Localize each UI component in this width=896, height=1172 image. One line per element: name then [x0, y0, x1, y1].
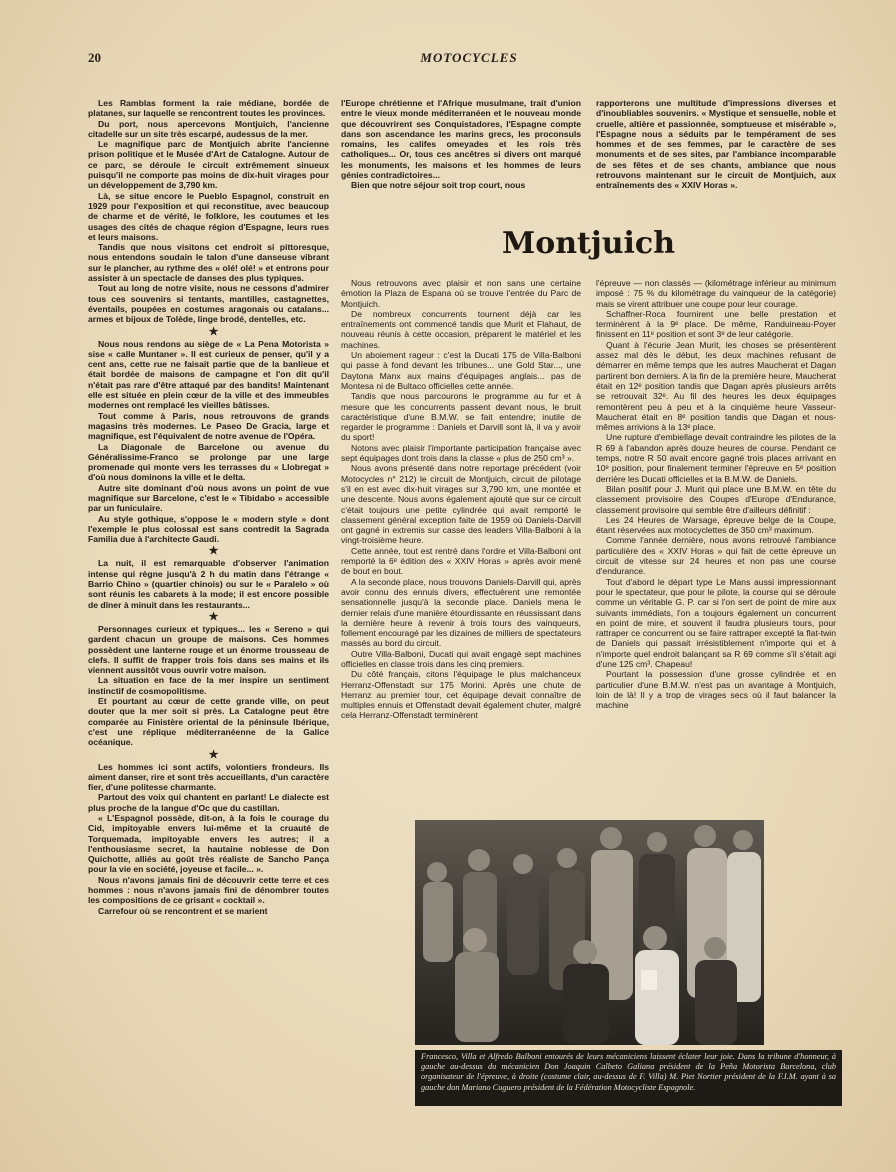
paragraph: Tandis que nous visitons cet endroit si pittoresque, nous entendons soudain le talon d'une danseuse vibrant sur le plancher, au rythme des « olé! olé! » et entrons pour assister à un spectacle de danses des plus typiques.	[88, 242, 329, 284]
paragraph: Schaffner-Roca fournirent une belle prestation et terminèrent à la 9ᵉ place. De même, Randuineau-Poyer finissent en 11ᵉ position et sont 3ᵉ de leur catégorie.	[596, 308, 836, 340]
paragraph: Autre site dominant d'où nous avons un point de vue magnifique sur Barcelone, c'est le « Tibidabo » accessible par un funiculaire.	[88, 482, 329, 514]
paragraph: Un aboiement rageur : c'est la Ducati 175 de Villa-Balboni qui passe à fond devant les tribunes... une Gold Star..., une Daytona Manx aux mains d'équipages anglais... pas de Montesa ni de Bultaco officielles cette année.	[341, 350, 581, 391]
section-star-separator: ★	[208, 545, 219, 558]
photo-caption: Francesco, Villa et Alfredo Balboni entourés de leurs mécaniciens laissent éclater leur joie. Dans la tribune d'honneur, à gauche au-dessus du mécanicien Don Joaquin Calbeto Galiana président de la Peña Motorista Barcelona, club organisateur de l'épreuve, à droite (costume clair, au-dessus de F. Villa) M. Piet Nortier président de la F.I.M. ayant à sa gauche don Mariano Cuguero président de la Fédération Motocycliste Espagnole.	[415, 1050, 842, 1106]
paragraph: Une rupture d'embiellage devait contraindre les pilotes de la R 69 à l'abandon après douze heures de course. Pendant ce temps, notre R 50 avait encore gagné trois places arrivant en 10ᵉ position, pour finalement terminer l'épreuve en 5ᵉ position derrière les Ducati officielles et la B.M.W. de Daniels.	[596, 432, 836, 484]
paragraph: Tout comme à Paris, nous retrouvons de grands magasins très modernes. Le Paseo De Gracia, large et magnifique, est l'équivalent de notre avenue de l'Opéra.	[88, 410, 329, 442]
section-star-separator: ★	[208, 325, 219, 338]
paragraph: Nous n'avons jamais fini de découvrir cette terre et ces hommes : nous n'avons jamais fini de dénombrer toutes les compositions de ce grisant « cocktail ».	[88, 874, 329, 906]
paragraph: La nuit, il est remarquable d'observer l'animation intense qui règne jusqu'à 2 h du matin dans l'étrange « Barrio Chino » (quartier chinois) ou sur le « Paralelo » où sont réunis les cabarets à la mode; il est encore possible de dîner à minuit dans les restaurants...	[88, 558, 329, 610]
column-2	[341, 278, 581, 810]
paragraph: Nous avons présenté dans notre reportage précédent (voir Motocycles n° 212) le circuit de Montjuich, circuit de pilotage s'il en est avec dix-huit virages sur 3,790 km, une montée et une descente. Nous avons également ajouté que sur ce circuit c'était toujours une petite cylindrée qui avait remporté le classement général exception faite de 1959 où Daniels-Darvill ont gagné in extremis sur casse des leaders Villa-Balboni à la vingt-troisième heure.	[341, 463, 581, 546]
section-star-separator: ★	[208, 610, 219, 623]
column-3-intro	[596, 98, 836, 208]
paragraph: Comme l'année dernière, nous avons retrouvé l'ambiance particulière des « XXIV Horas » qui fait de cette épreuve un circuit de vitesse sur 24 heures et non pas une course d'endurance.	[596, 535, 836, 577]
paragraph: La situation en face de la mer inspire un sentiment instinctif de cosmopolitisme.	[88, 675, 329, 696]
paragraph: Outre Villa-Balboni, Ducati qui avait engagé sept machines officielles en classe trois dans les cinq premiers.	[341, 648, 581, 669]
paragraph: Là, se situe encore le Pueblo Espagnol, construit en 1929 pour l'exposition et qui reconstitue, avec beaucoup de charme et de vérité, le folklore, les coutumes et les usages des cités de chaque région d'Espagne, leurs rues et leurs maisons.	[88, 190, 329, 242]
column-1	[88, 98, 329, 1073]
paragraph: l'Europe chrétienne et l'Afrique musulmane, trait d'union entre le vieux monde méditerranéen et le nouveau monde que découvrirent ses Conquistadores, l'Espagne compte dans son ascendance les marins grecs, les proconsuls romains, les califes omeyades et les rois très catholiques... Or, tous ces ancêtres si divers ont marqué les monuments, les maisons et les hommes de leurs génies contradictoires...	[341, 98, 581, 181]
section-star-separator: ★	[208, 748, 219, 761]
paragraph: La Diagonale de Barcelone ou avenue du Généralissime-Franco se prolonge par une large promenade qui monte vers les terrasses du « Llobregat » d'où nous dominons la ville et le delta.	[88, 441, 329, 483]
page-header	[88, 50, 850, 70]
magazine-title: MOTOCYCLES	[420, 50, 518, 65]
paragraph: Le magnifique parc de Montjuich abrite l'ancienne prison politique et le Musée d'Art de Catalogne. Autour de ce parc, se déroule le circuit extrêmement sinueux puisqu'il ne comporte pas moins de dix-huit virages pour un développement de 3,790 km.	[88, 139, 329, 191]
team-photo	[415, 820, 764, 1045]
column-2-intro	[341, 98, 581, 208]
team-photo-illustration	[415, 820, 764, 1045]
paragraph: Les 24 Heures de Warsage, épreuve belge de la Coupe, étant réservées aux motocyclettes de 350 cm³ maximum.	[596, 514, 836, 536]
paragraph: rapporterons une multitude d'impressions diverses et d'inoubliables souvenirs. « Mystique et sensuelle, noble et cruelle, altière et passionnée, somptueuse et misérable », l'Espagne nous a séduits par le tempérament de ses hommes et de ses femmes, par le caractère de ses monuments et de ses sites, par l'ambiance incomparable de ses fêtes et de ses chants, ambiance que nous retrouvons maintenant sur le circuit de Montjuich, aux entraînements des « XXIV Horas ».	[596, 98, 836, 191]
article-headline: Montjuich	[501, 226, 676, 261]
paragraph: Cette année, tout est rentré dans l'ordre et Villa-Balboni ont remporté la 6ᵉ édition des « XXIV Horas » après avoir mené de bout en bout.	[341, 545, 581, 577]
paragraph: Du port, nous apercevons Montjuich, l'ancienne citadelle sur un site très escarpé, audessus de la mer.	[88, 118, 329, 139]
paragraph: Quant à l'écurie Jean Murit, les choses se présentèrent assez mal dès le début, les deux machines refusant de démarrer en même temps que les autres Maucherat et Dagan partirent bon derniers. A la fin de la première heure, Maucherat était en 12ᵉ position tandis que Dagan après plusieurs arrêts se retrouvait 32ᵉ. Au fil des heures les deux équipages remontèrent peu à peu et à la cinquième heure Vasseur-Maucherat était en 8ᵉ position tandis que Dagan et nous-mêmes arrivions à la 13ᵉ place.	[596, 339, 836, 433]
page-number: 20	[88, 50, 101, 65]
paragraph: Nous retrouvons avec plaisir et non sans une certaine émotion la Plaza de Espana où se trouve l'entrée du Parc de Montjuich.	[341, 278, 581, 309]
paragraph: Du côté français, citons l'équipage le plus malchanceux Herranz-Offenstadt sur 175 Morini. Après une chute de Herranz au premier tour, cet équipage devait connaître de multiples ennuis et Offenstadt devait également chuter, malgré cela Herranz-Offenstadt terminèrent	[341, 669, 581, 721]
paragraph: Pourtant la possession d'une grosse cylindrée et en particulier d'une B.M.W. n'est pas un avantage à Montjuich, loin de là! Il y a trop de virages secs où il faut balancer la machine	[596, 669, 836, 711]
paragraph: Partout des voix qui chantent en parlant! Le dialecte est plus proche de la langue d'Oc que du castillan.	[88, 792, 329, 813]
paragraph: Bilan positif pour J. Murit qui place une B.M.W. en tête du classement provisoire des Coupes d'Europe d'Endurance, classement provisoire qui semble être d'ailleurs définitif :	[596, 483, 836, 515]
paragraph: Tandis que nous parcourons le programme au fur et à mesure que les concurrents passent devant nous, le bruit caractéristique d'une B.M.W. se fait entendre; inutile de regarder le programme : Daniels et Darvill sont là, il va y avoir du sport!	[341, 391, 581, 443]
paragraph: De nombreux concurrents tournent déjà car les entraînements ont commencé tandis que Murit et Flahaut, de nouveau réunis à cette occasion, préparent le matériel et les machines.	[341, 308, 581, 350]
paragraph: Les hommes ici sont actifs, volontiers frondeurs. Ils aiment danser, rire et sont très accueillants, d'un caractère fier, d'une politesse charmante.	[88, 761, 329, 793]
paragraph: Et pourtant au cœur de cette grande ville, on peut douter que la mer soit si près. La Catalogne peut être comparée au Finistère oriental de la péninsule Ibérique, c'est une réplique méditerranéenne de la Galice océanique.	[88, 696, 329, 748]
paragraph: l'épreuve — non classés — (kilométrage inférieur au minimum imposé : 75 % du kilométrage du vainqueur de la catégorie) mais se virent attribuer une coupe pour leur courage.	[596, 278, 836, 309]
paragraph: « L'Espagnol possède, dit-on, à la fois le courage du Cid, impitoyable envers lui-même et la cruauté de Torquemada, impitoyable envers les autres; il a l'enthousiasme secret, la hautaine noblesse de Don Quichotte, alliés au goût très réaliste de Sancho Pança pour la vie en société, joyeuse et facile... ».	[88, 813, 329, 875]
column-3	[596, 278, 836, 810]
paragraph: Personnages curieux et typiques... les « Sereno » qui gardent chacun un groupe de maisons. Ces hommes possèdent une lanterne rouge et un énorme trousseau de clefs. Il suffit de frapper trois fois dans ses mains et ils viennent aussitôt vous ouvrir votre maison.	[88, 623, 329, 676]
paragraph: Au style gothique, s'oppose le « modern style » dont l'exemple le plus colossal est sans contredit la Sagrada Familia due à l'architecte Gaudi.	[88, 513, 329, 545]
paragraph: Carrefour où se rencontrent et se marient	[98, 905, 268, 916]
paragraph: Notons avec plaisir l'importante participation française avec sept équipages dont trois dans la classe « plus de 250 cm³ ».	[341, 442, 581, 464]
paragraph: Les Ramblas forment la raie médiane, bordée de platanes, sur laquelle se rencontrent toutes les provinces.	[88, 98, 329, 119]
paragraph: Nous nous rendons au siège de « La Pena Motorista » sise « calle Muntaner ». Il est curieux de penser, qu'il y a cent ans, cette rue ne faisait partie que de la banlieue et était bordée de maisons de campagne et l'on dit qu'il n'était pas rare d'être attaqué par des bandits! Maintenant elle est située en plein cœur de la ville et des immeubles modernes ont remplacé les vieilles bâtisses.	[88, 338, 329, 411]
paragraph: Bien que notre séjour soit trop court, nous	[351, 180, 526, 191]
paragraph: Tout d'abord le départ type Le Mans aussi impressionnant pour le spectateur, que pour le pilote, la course qui se déroule comme un véritable G. P. car si l'on sert de point de mire aux suivants immédiats, l'on a toujours également un concurrent en point de mire, et souvent il faudra plusieurs tours, pour rattraper ce concurrent ou se faire rattraper excepté la flat-twin de Daniels qui passait irrésistiblement n'importe qui et à n'importe quel endroit balançant sa R 69 comme s'il s'était agi d'une 125 cm³. Chapeau!	[596, 576, 836, 669]
paragraph: Tout au long de notre visite, nous ne cessons d'admirer tous ces souvenirs si tentants, mantilles, castagnettes, éventails, poupées en costumes aragonais ou catalans... armes et bijoux de Tolède, linge brodé, dentelles, etc.	[88, 283, 329, 325]
paragraph: A la seconde place, nous trouvons Daniels-Darvill qui, après avoir connu des ennuis divers, effectuèrent une remontée sensationnelle jusqu'à la seconde place. Daniels mena le dernier relais d'une manière étourdissante en réussissant dans la dernière heure à revenir à trois tours des vainqueurs, follement encouragé par les dizaines de milliers de spectateurs massés au bord du circuit.	[341, 576, 581, 649]
